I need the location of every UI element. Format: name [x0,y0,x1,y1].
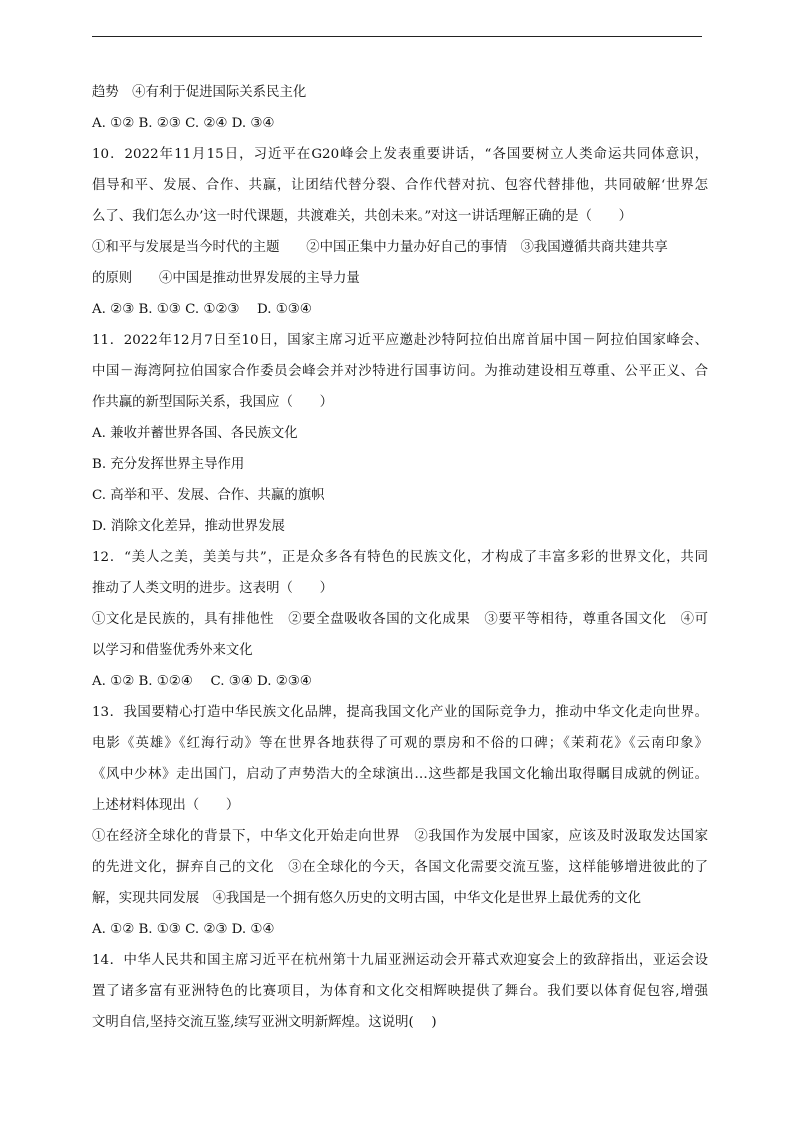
q10-stem-line-2: 倡导和平、发展、合作、共赢，让团结代替分裂、合作代替对抗、包容代替排他，共同破解‘世界怎 [92,178,708,193]
q12-options-line-1: ①文化是民族的，具有排他性 ②要全盘吸收各国的文化成果 ③要平等相待，尊重各国文化 ④可 [92,612,708,627]
q9-option-tail: 趋势 ④有利于促进国际关系民主化 [92,85,307,100]
q13-options-line-2: 的先进文化，摒弃自己的文化 ③在全球化的今天，各国文化需要交流互鉴，这样能够增进彼此的了 [92,860,708,875]
q11-stem-line-2: 中国－海湾阿拉伯国家合作委员会峰会并对沙特进行国事访问。为推动建设相互尊重、公平正义、合 [92,364,708,379]
q13-options-line-1: ①在经济全球化的背景下，中华文化开始走向世界 ②我国作为发展中国家，应该及时汲取发达国家 [92,829,708,844]
q11-choice-a: A. 兼收并蓄世界各国、各民族文化 [92,426,298,441]
q14-stem-line-2: 置了诸多富有亚洲特色的比赛项目，为体育和文化交相辉映提供了舞台。我们要以体育促包容,增强 [92,984,708,999]
q13-stem-line-4: 上述材料体现出（ ） [92,798,240,813]
q9-answer-choices: A. ①② B. ②③ C. ②④ D. ③④ [92,116,275,131]
q14-stem-line-1: 14．中华人民共和国主席习近平在杭州第十九届亚洲运动会开幕式欢迎宴会上的致辞指出，亚运会设 [92,953,708,968]
q13-answer-choices: A. ①② B. ①③ C. ②③ D. ①④ [92,922,275,937]
document-body [92,77,708,1038]
q13-stem-line-3: 《风中少林》走出国门，启动了声势浩大的全球演出…这些都是我国文化输出取得瞩目成就的例证。 [92,767,708,782]
q11-stem-line-3: 作共赢的新型国际关系，我国应（ ） [92,395,334,410]
q10-stem-line-1: 10．2022年11月15日，习近平在G20峰会上发表重要讲话，“各国要树立人类命运共同体意识， [92,147,708,162]
q11-stem-line-1: 11．2022年12月7日至10日，国家主席习近平应邀赴沙特阿拉伯出席首届中国－阿拉伯国家峰会、 [92,333,708,348]
header-rule [92,36,702,37]
q13-stem-line-1: 13．我国要精心打造中华民族文化品牌，提高我国文化产业的国际竞争力，推动中华文化走向世界。 [92,705,708,720]
q10-options-line-1: ①和平与发展是当今时代的主题 ②中国正集中力量办好自己的事情 ③我国遵循共商共建共享 [92,240,668,255]
q13-stem-line-2: 电影《英雄》《红海行动》等在世界各地获得了可观的票房和不俗的口碑；《茉莉花》《云南印象》 [92,736,708,751]
q11-choice-b: B. 充分发挥世界主导作用 [92,457,245,472]
q11-choice-c: C. 高举和平、发展、合作、共赢的旗帜 [92,488,325,503]
q10-options-line-2: 的原则 ④中国是推动世界发展的主导力量 [92,271,360,286]
q12-answer-choices: A. ①② B. ①②④ C. ③④ D. ②③④ [92,674,312,689]
q10-answer-choices: A. ②③ B. ①③ C. ①②③ D. ①③④ [92,302,312,317]
q11-choice-d: D. 消除文化差异，推动世界发展 [92,519,285,534]
q12-stem-line-2: 推动了人类文明的进步。这表明（ ） [92,581,334,596]
q14-stem-line-3: 文明自信,坚持交流互鉴,续写亚洲文明新辉煌。这说明( ) [92,1015,437,1030]
q12-options-line-2: 以学习和借鉴优秀外来文化 [92,643,253,658]
q13-options-line-3: 解，实现共同发展 ④我国是一个拥有悠久历史的文明古国，中华文化是世界上最优秀的文化 [92,891,642,906]
q12-stem-line-1: 12．“美人之美，美美与共”，正是众多各有特色的民族文化，才构成了丰富多彩的世界文化，共同 [92,550,708,565]
q10-stem-line-3: 么了、我们怎么办’这一时代课题，共渡难关，共创未来。”对这一讲话理解正确的是（ ） [92,209,633,224]
